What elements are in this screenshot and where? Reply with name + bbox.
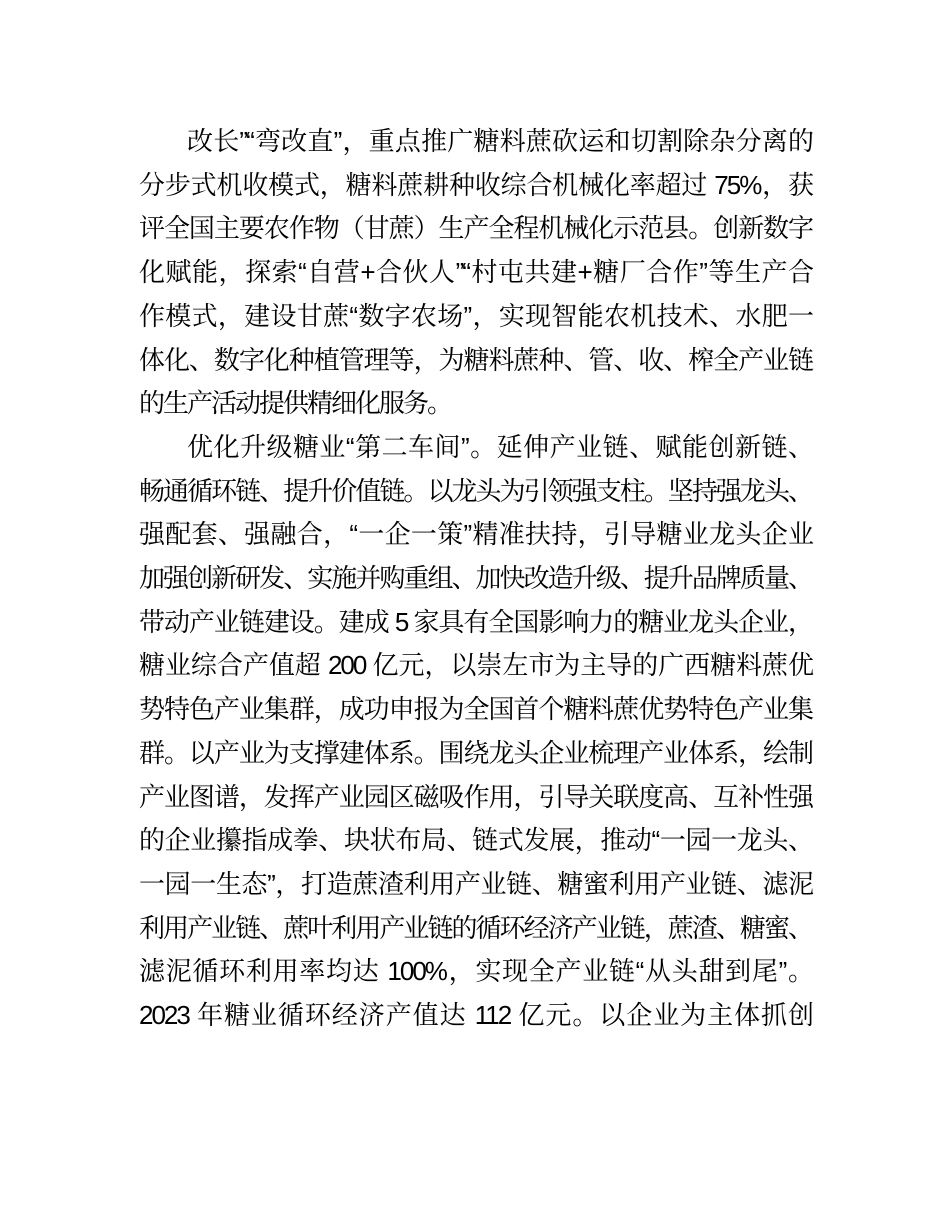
text-line: 畅通循环链、提升价值链。以龙头为引领强支柱。坚持强龙头、 — [139, 475, 812, 506]
text-line: 滤泥循环利用率均达 100%，实现全产业链“从头甜到尾”。 — [139, 956, 812, 987]
paragraph — [139, 120, 812, 426]
text-line: 带动产业链建设。建成 5 家具有全国影响力的糖业龙头企业， — [139, 606, 812, 637]
text-line: 化赋能，探索“自营+合伙人”“村屯共建+糖厂合作”等生产合 — [139, 257, 812, 288]
paragraph — [139, 426, 812, 1038]
text-line: 群。以产业为支撑建体系。围绕龙头企业梳理产业体系，绘制 — [139, 737, 812, 768]
text-line: 作模式，建设甘蔗“数字农场”，实现智能农机技术、水肥一 — [139, 300, 812, 331]
document-text-block — [139, 120, 812, 1038]
text-line: 改长”“弯改直”，重点推广糖料蔗砍运和切割除杂分离的 — [187, 126, 812, 156]
text-line: 的生产活动提供精细化服务。 — [139, 388, 452, 419]
text-line: 分步式机收模式，糖料蔗耕种收综合机械化率超过 75%，获 — [139, 169, 812, 200]
text-line: 优化升级糖业“第二车间”。延伸产业链、赋能创新链、 — [187, 431, 812, 462]
text-line: 产业图谱，发挥产业园区磁吸作用，引导关联度高、互补性强 — [139, 781, 812, 812]
text-line: 的企业攥指成拳、块状布局、链式发展，推动“一园一龙头、 — [139, 825, 812, 856]
text-line: 体化、数字化种植管理等，为糖料蔗种、管、收、榨全产业链 — [139, 344, 812, 375]
text-line: 2023 年糖业循环经济产值达 112 亿元。以企业为主体抓创 — [139, 1000, 812, 1031]
text-line: 利用产业链、蔗叶利用产业链的循环经济产业链，蔗渣、糖蜜、 — [139, 912, 812, 943]
text-line: 强配套、强融合，“一企一策”精准扶持，引导糖业龙头企业 — [139, 519, 812, 550]
text-line: 一园一生态”，打造蔗渣利用产业链、糖蜜利用产业链、滤泥 — [139, 868, 812, 899]
text-line: 评全国主要农作物（甘蔗）生产全程机械化示范县。创新数字 — [139, 213, 812, 244]
text-line: 势特色产业集群，成功申报为全国首个糖料蔗优势特色产业集 — [139, 694, 812, 725]
text-line: 糖业综合产值超 200 亿元，以崇左市为主导的广西糖料蔗优 — [139, 650, 812, 681]
text-line: 加强创新研发、实施并购重组、加快改造升级、提升品牌质量、 — [139, 563, 812, 594]
